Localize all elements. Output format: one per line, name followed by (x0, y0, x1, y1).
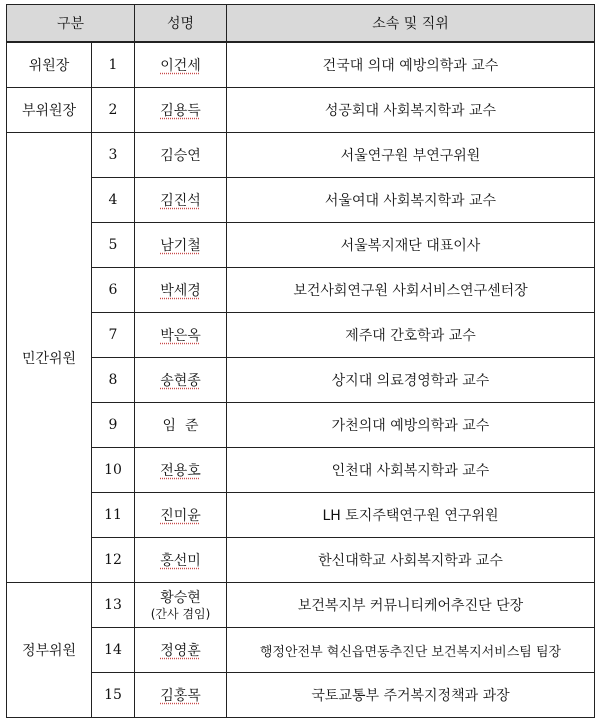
table-body (7, 42, 595, 718)
name-text: 남기철 (160, 238, 201, 254)
table-row (7, 313, 595, 358)
affiliation-cell: 인천대 사회복지학과 교수 (227, 448, 595, 493)
category-cell: 정부위원 (7, 583, 92, 718)
number-cell: 15 (92, 673, 135, 718)
number-cell: 6 (92, 268, 135, 313)
name-cell (135, 403, 227, 448)
number-cell: 8 (92, 358, 135, 403)
affiliation-cell: 국토교통부 주거복지정책과 과장 (227, 673, 595, 718)
header-affiliation: 소속 및 직위 (227, 5, 595, 43)
name-cell (135, 178, 227, 223)
number-cell: 9 (92, 403, 135, 448)
name-text: 정영훈 (160, 643, 201, 659)
category-cell: 부위원장 (7, 88, 92, 133)
name-text: 홍선미 (160, 553, 201, 569)
number-cell: 3 (92, 133, 135, 178)
affiliation-cell: 성공회대 사회복지학과 교수 (227, 88, 595, 133)
name-cell (135, 673, 227, 718)
name-cell (135, 223, 227, 268)
committee-table-container (6, 4, 594, 718)
table-row (7, 673, 595, 718)
name-text: 김승연 (160, 148, 201, 164)
number-cell: 13 (92, 583, 135, 628)
number-cell: 4 (92, 178, 135, 223)
table-row (7, 358, 595, 403)
name-cell (135, 538, 227, 583)
name-cell (135, 583, 227, 628)
affiliation-cell: 상지대 의료경영학과 교수 (227, 358, 595, 403)
name-cell (135, 42, 227, 88)
header-row (7, 5, 595, 43)
name-cell (135, 313, 227, 358)
name-text: 황승현 (160, 590, 201, 606)
table-row (7, 223, 595, 268)
table-row (7, 628, 595, 673)
name-text: 진미윤 (160, 508, 201, 524)
number-cell: 10 (92, 448, 135, 493)
affiliation-cell: 가천의대 예방의학과 교수 (227, 403, 595, 448)
name-cell (135, 493, 227, 538)
number-cell: 14 (92, 628, 135, 673)
table-row (7, 42, 595, 88)
table-row (7, 178, 595, 223)
affiliation-cell: 제주대 간호학과 교수 (227, 313, 595, 358)
table-row (7, 448, 595, 493)
category-cell: 위원장 (7, 42, 92, 88)
number-cell: 1 (92, 42, 135, 88)
affiliation-cell: 서울여대 사회복지학과 교수 (227, 178, 595, 223)
affiliation-cell: 건국대 의대 예방의학과 교수 (227, 42, 595, 88)
table-row (7, 88, 595, 133)
table-row (7, 133, 595, 178)
table-row (7, 268, 595, 313)
number-cell: 5 (92, 223, 135, 268)
name-cell (135, 628, 227, 673)
name-text: 김용득 (160, 103, 201, 119)
affiliation-cell: 서울복지재단 대표이사 (227, 223, 595, 268)
name-note: (간사 겸임) (150, 607, 211, 621)
name-text: 임 준 (162, 418, 199, 434)
table-header (7, 5, 595, 43)
name-text: 송현종 (160, 373, 201, 389)
affiliation-cell: 행정안전부 혁신읍면동추진단 보건복지서비스팀 팀장 (227, 628, 595, 673)
name-text: 박은옥 (160, 328, 201, 344)
category-cell: 민간위원 (7, 133, 92, 583)
number-cell: 7 (92, 313, 135, 358)
number-cell: 2 (92, 88, 135, 133)
name-text: 전용호 (160, 463, 201, 479)
name-cell (135, 448, 227, 493)
affiliation-cell: LH 토지주택연구원 연구위원 (227, 493, 595, 538)
table-row (7, 538, 595, 583)
name-text: 이건세 (160, 58, 201, 74)
name-text: 박세경 (160, 283, 201, 299)
table-row (7, 583, 595, 628)
affiliation-cell: 보건사회연구원 사회서비스연구센터장 (227, 268, 595, 313)
header-name: 성명 (135, 5, 227, 43)
name-text: 김진석 (160, 193, 201, 209)
affiliation-cell: 서울연구원 부연구위원 (227, 133, 595, 178)
affiliation-cell: 한신대학교 사회복지학과 교수 (227, 538, 595, 583)
committee-table (6, 4, 595, 718)
header-category: 구분 (7, 5, 135, 43)
name-text: 김홍목 (160, 688, 201, 704)
name-cell (135, 88, 227, 133)
affiliation-cell: 보건복지부 커뮤니티케어추진단 단장 (227, 583, 595, 628)
name-cell (135, 133, 227, 178)
name-cell (135, 358, 227, 403)
number-cell: 11 (92, 493, 135, 538)
table-row (7, 493, 595, 538)
table-row (7, 403, 595, 448)
name-cell (135, 268, 227, 313)
number-cell: 12 (92, 538, 135, 583)
